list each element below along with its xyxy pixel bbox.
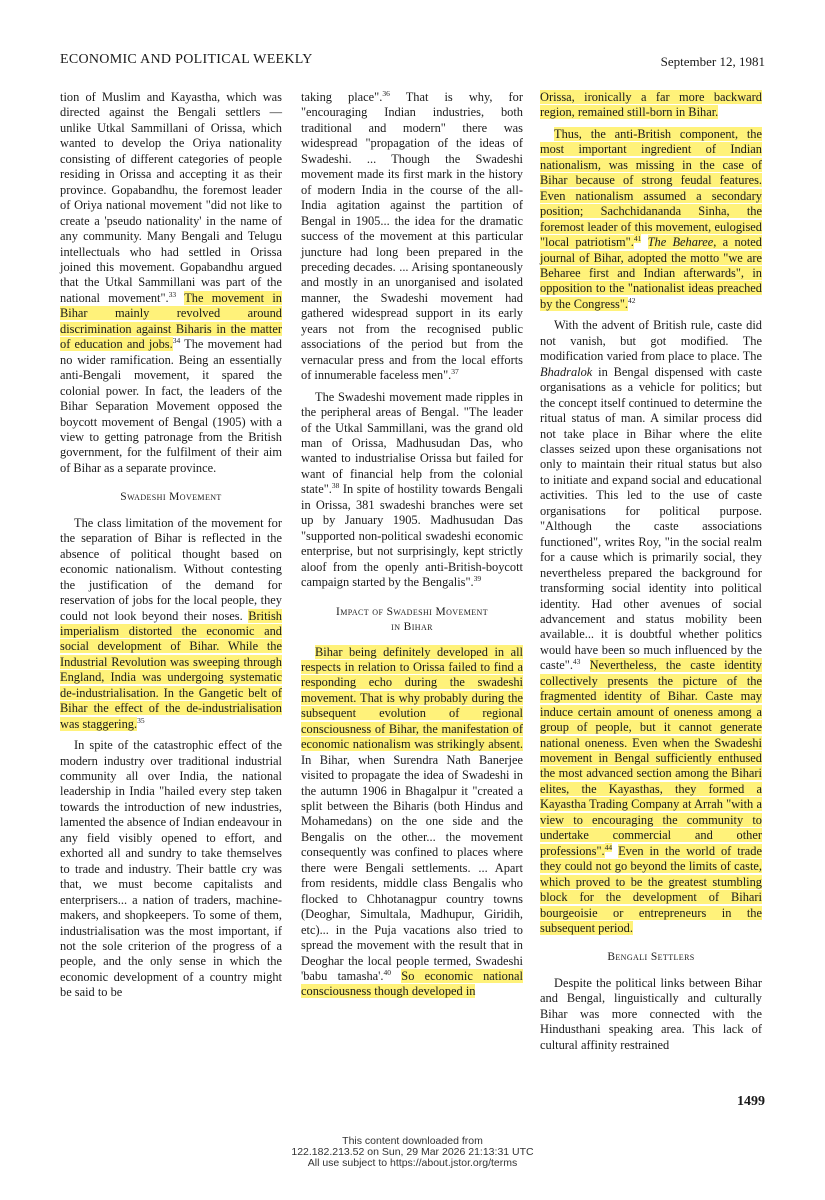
highlighted-text: So economic national consciousness though developed in: [301, 969, 523, 999]
paragraph: The Swadeshi movement made ripples in the peripheral areas of Bengal. "The leader of the Utkal Sammillani, was the grand old man of Orissa, Madhusudan Das, who wanted to industrialise Orissa but failed for want of financial help from the colonial state".$^{38}$ In spite of hostility towards Bengali in Orissa, 381 swadeshi branches were set up by January 1905. Madhusudan Das "supported non-political swadeshi economic enterprise, but not surprisingly, kept strictly aloof from the openly anti-British-boycott campaign started by the Bengalis".$^{39}$: [301, 389, 523, 590]
paragraph: tion of Muslim and Kayastha, which was directed against the Bengali settlers — unlike Utkal Sammillani of Orissa, which wanted to develop the Oriya nationality consisting of different categories of people residing in Orissa and accepting it as their province. Gopabandhu, the foremost leader of Oriya national movement "did not like to create a 'pseudo nationality' in the name of any community. Many Bengali and Telugu intellectuals who had settled in Orissa joined this movement. Gopabandhu argued that the Utkal Sammillani was part of the national movement".$^{33}$ The movement in Bihar mainly revolved around discrimination against Biharis in the matter of education and jobs.$^{34}$ The movement had no wider ramification. Being an essentially anti-Bengali movement, it spared the colonial power. In fact, the leaders of the Bihar Separation Movement opposed the boycott movement of Bengal (1905) with a view to getting patronage from the British government, for the fulfilment of their aim of Bihar as a separate province.: [60, 90, 283, 475]
highlighted-text: Bihar being definitely developed in all respects in relation to Orissa failed to find a responding echo during the swadeshi movement. That is why probably during the subsequent evolution of regional consciousness of Bihar, the manifestation of economic nationalism was strikingly absent.: [301, 644, 523, 752]
paragraph: Despite the political links between Bihar and Bengal, linguistically and culturally Bihar was more connected with the Hindusthani speaking area. This lack of cultural affinity restrained: [540, 975, 762, 1052]
paragraph: [540, 90, 762, 121]
section-heading: Bengali Settlers: [607, 951, 695, 964]
highlighted-text: British imperialism distorted the economic and social development of Bihar. While the Industrial Revolution was sweeping through England, India was undergoing systematic de-industrialisation. In the Gangetic belt of Bihar the effect of the de-industrialisation was staggering.: [60, 608, 282, 731]
paragraph: Thus, the anti-British component, the most important ingredient of Indian nationalism, was missing in the case of Bihar because of strong feudal features. Even nationalism assumed a secondary position; Sachchidananda Sinha, the foremost leader of this movement, eulogised "local patriotism".$^{41}$ The Beharee, a noted journal of Bihar, adopted the motto "we are Beharee first and Indian afterwards", in opposition to the "nationalist ideas preached by the Congress".$^{42}$: [540, 126, 762, 311]
page-number: 1499: [737, 1094, 765, 1109]
column-2: [301, 90, 523, 1006]
highlighted-text: Even in the world of trade they could not go beyond the limits of caste, which proved to be the greatest stumbling block for the development of Bihari bourgeoisie or entrepreneurs in the subsequent period.: [540, 843, 762, 936]
section-heading: Swadeshi Movement: [120, 491, 222, 504]
paragraph: Bihar being definitely developed in all respects in relation to Orissa failed to find a responding echo during the swadeshi movement. That is why probably during the subsequent evolution of regional consciousness of Bihar, the manifestation of economic nationalism was strikingly absent. In Bihar, when Surendra Nath Banerjee visited to propagate the idea of Swadeshi in the autumn 1906 in Bhagalpur it "created a split between the Biharis (both Hindus and Mohamedans) on the one side and the Bengalis on the other... the movement consequently was confined to places where there were Bengali settlements. ... Apart from residents, middle class Bengalis who flocked to Chhotanagpur country towns (Deoghar, Simultala, Madhupur, Giridih, etc)... in the Puja vacations also tried to spread the movement with the result that in Deoghar the local people termed, Swadeshi 'babu tamasha'.$^{40}$ So economic national consciousness though developed in: [301, 644, 523, 999]
journal-title: ECONOMIC AND POLITICAL WEEKLY: [60, 52, 313, 67]
paragraph: taking place".$^{36}$ That is why, for "encouraging Indian industries, both traditional and modern" there was widespread "propagation of the ideas of Swadeshi. ... Though the Swadeshi movement made its first mark in the history of modern India in the course of the all-India agitation against the partition of Bengal in 1905... the idea for the dramatic success of the movement at this particular juncture had long been prepared in the preceding decades. ... Arising spontaneously and mostly in an unorganised and isolated manner, the Swadeshi movement had gathered widespread support in its early years not from the recognised public associations of the period but from the vernacular press and from the local efforts of innumerable faceless men".$^{37}$: [301, 88, 523, 383]
highlighted-text: Thus, the anti-British component, the most important ingredient of Indian nationalism, was missing in the case of Bihar because of strong feudal features. Even nationalism assumed a secondary position; Sachchidananda Sinha, the foremost leader of this movement, eulogised "local patriotism".: [540, 126, 762, 250]
download-notice: This content downloaded from 122.182.213.52 on Sun, 29 Mar 2026 21:13:31 UTC All use subject to https://about.jstor.org/terms: [291, 1135, 534, 1169]
paragraph: In spite of the catastrophic effect of the modern industry over traditional industrial community all over India, the national leadership in India "hailed every step taken towards the introduction of new industries, lamented the absence of Indian endeavour in any field visibly opened to effort, and exhorted all and sundry to take themselves to trade and industry. Their battle cry was that, we must become capitalists and enterprisers... a nation of traders, machine-makers, and shopkeepers. To some of them, industrialisation was the most important, if not the sole criterion of the progress of a people, and the only sense in which the economic development of a country might be said to be: [60, 738, 282, 1000]
column-3: [540, 90, 762, 1059]
highlighted-text: Orissa, ironically a far more backward region, remained still-born in Bihar.: [540, 90, 762, 120]
paragraph: The class limitation of the movement for the separation of Bihar is reflected in the absence of political thought based on economic nationalism. Without contesting the justification of the demand for reservation of jobs for the local people, they could not look beyond their noses. British imperialism distorted the economic and social development of Bihar. While the Industrial Revolution was sweeping through England, India was undergoing systematic de-industrialisation. In the Gangetic belt of Bihar the effect of the de-industrialisation was staggering.$^{35}$: [60, 515, 282, 731]
paragraph: With the advent of British rule, caste did not vanish, but got modified. The modification varied from place to place. The Bhadralok in Bengal dispensed with caste organisations as a vehicle for politics; but the concept itself continued to determine the ritual status of man. A similar process did not take place in Bihar where the elite classes seized upon these organisations not only to maintain their ritual status but also to initiate and expand social and educational activities. This led to the use of caste organisations for political purpose. "Although the caste associations functioned", writes Roy, "in the social realm for a cause which is primarily social, they nevertheless prepared the background for transforming social identity into political identity. Had other avenues of social advancement and status mobility been available... it is doubtful whether politics would have been so much influenced by the caste".$^{43}$ Nevertheless, the caste identity collectively presents the picture of the fragmented identity of Bihar. Caste may induce certain amount of oneness among a group of people, but it cannot generate national oneness. Even when the Swadeshi movement in Bengal sufficiently enthused the most advanced section among the Bihari elites, the Kayasthas, they formed a Kayastha Trading Company at Arrah "with a view to encouraging the community to undertake commercial and other professions".$^{44}$ Even in the world of trade they could not go beyond the limits of caste, which proved to be the greatest stumbling block for the development of Bihari bourgeoisie or entrepreneurs in the subsequent period.: [540, 318, 762, 936]
section-heading: Impact of Swadeshi Movement in Bihar: [335, 605, 489, 633]
column-1: [60, 90, 282, 1007]
issue-date: September 12, 1981: [660, 54, 765, 69]
highlighted-text: Nevertheless, the caste identity collectively presents the picture of the fragmented identity of Bihar. Caste may induce certain amount of oneness among a group of people, but it cannot generate national oneness. Even when the Swadeshi movement in Bengal sufficiently enthused the most advanced section among the Bihari elites, the Kayasthas, they formed a Kayastha Trading Company at Arrah "with a view to encouraging the community to undertake commercial and other professions".: [540, 658, 762, 858]
highlighted-text: The movement in Bihar mainly revolved around discrimination against Biharis in the matter of education and jobs.: [60, 290, 282, 352]
